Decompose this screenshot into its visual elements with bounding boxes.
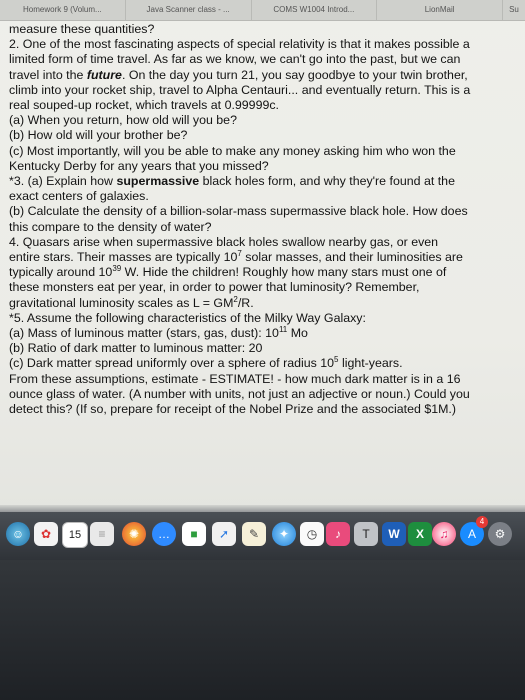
system-preferences-icon[interactable]: ⚙ bbox=[488, 522, 512, 546]
tab-coms-w1004[interactable]: COMS W1004 Introd... bbox=[252, 0, 378, 20]
question-5: *5. Assume the following characteristics of the Milky Way Galaxy: (a) Mass of luminous matter (stars, gas, dust): $10^{11}$ Mo (b) Ratio of dark matter to luminous matter: 20 (c) Dark matter spread uniformly over a sphere of radius $10^5$ light-years. From these assumptions, estimate - ESTIMATE! - how much dark matter is in a 16 ounce glass of water. (A number with units, not just an adjective or noun.) Could you detect this? (If so, prepare for receipt of the Nobel Prize and the associated $1M.) bbox=[9, 310, 470, 417]
question-3: *3. (a) Explain how supermassive black holes form, and why they're found at the exact centers of galaxies. (b) Calculate the density of a billion-solar-mass supermassive black hole. How does this compare to the density of water? bbox=[9, 174, 468, 234]
word-icon[interactable]: W bbox=[382, 522, 406, 546]
calendar-icon[interactable]: 15 bbox=[62, 522, 88, 548]
clock-icon[interactable]: ◷ bbox=[300, 522, 324, 546]
music-icon[interactable]: ♫ bbox=[432, 522, 456, 546]
app-store-icon[interactable]: A bbox=[460, 522, 484, 546]
notes-icon[interactable]: ≡ bbox=[90, 522, 114, 546]
itunes-store-icon[interactable]: ♪ bbox=[326, 522, 350, 546]
emphasis-supermassive: supermassive bbox=[116, 174, 200, 189]
tab-partial[interactable]: Su bbox=[509, 5, 519, 14]
emphasis-future: future bbox=[86, 67, 122, 82]
finder-icon[interactable]: ☺ bbox=[6, 522, 30, 546]
excel-icon[interactable]: X bbox=[408, 522, 432, 546]
maps-icon[interactable]: ➚ bbox=[212, 522, 236, 546]
tab-homework[interactable]: Homework 9 (Volum... bbox=[0, 0, 126, 20]
question-4: 4. Quasars arise when supermassive black holes swallow nearby gas, or even entire stars. Their masses are typically $10^7$ solar masses, and their luminosities are typically around $10^{39}$ W. Hide the children! Roughly how many stars must one of these monsters eat per year, in order to power that luminosity? Remember, gravitational luminosity scales as $L = GM^2/R$. bbox=[9, 234, 463, 310]
tab-lionmail[interactable]: LionMail bbox=[377, 0, 503, 20]
photos-flower-icon[interactable]: ✺ bbox=[122, 522, 146, 546]
preview-icon[interactable]: ✎ bbox=[242, 522, 266, 546]
messages-icon[interactable]: … bbox=[152, 522, 176, 546]
photos-icon[interactable]: ✿ bbox=[34, 522, 58, 546]
system-tool-icon[interactable]: T bbox=[354, 522, 378, 546]
tab-java-scanner[interactable]: Java Scanner class - ... bbox=[126, 0, 252, 20]
intro-line: measure these quantities? bbox=[9, 22, 155, 36]
facetime-icon[interactable]: ■ bbox=[182, 522, 206, 546]
browser-tab-bar bbox=[0, 0, 525, 21]
notification-badge: 4 bbox=[476, 516, 488, 528]
laptop-bezel bbox=[0, 560, 525, 700]
document-content bbox=[9, 22, 519, 417]
safari-icon[interactable]: ✦ bbox=[272, 522, 296, 546]
question-2: 2. One of the most fascinating aspects of special relativity is that it makes possible a limited form of time travel. As far as we know, we can't go into the past, but we can travel into the future. On the day you turn 21, you say goodbye to your twin brother, climb into your rocket ship, travel to Alpha Centauri... and eventually return. This is a real souped-up rocket, which travels at 0.99999c. (a) When you return, how old will you be? (b) How old will your brother be? (c) Most importantly, will you be able to make any money asking him who won the Kentucky Derby for any years that you missed? bbox=[9, 37, 471, 173]
